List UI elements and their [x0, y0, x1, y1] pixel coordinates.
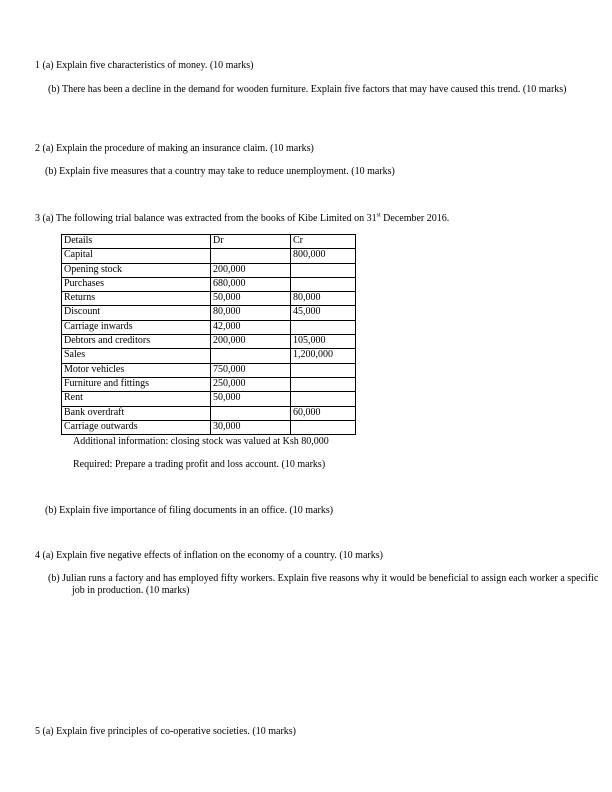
cell-cr: 60,000: [291, 406, 356, 420]
column-header-cr: Cr: [291, 235, 356, 249]
question-2b: (b) Explain five measures that a country may take to reduce unemployment. (10 marks): [45, 166, 395, 177]
question-4b: (b) Julian runs a factory and has employed fifty workers. Explain five reasons why it would be beneficial to assign each worker a specific job in production. (10 marks): [48, 573, 599, 596]
cell-dr: 30,000: [211, 420, 291, 434]
cell-details: Bank overdraft: [62, 406, 211, 420]
cell-dr: 750,000: [211, 363, 291, 377]
cell-details: Rent: [62, 392, 211, 406]
required-instruction: Required: Prepare a trading profit and loss account. (10 marks): [73, 459, 326, 470]
cell-cr: [291, 420, 356, 434]
question-3a: 3 (a) The following trial balance was extracted from the books of Kibe Limited on 31st December 2016.: [35, 212, 450, 224]
table-row: [62, 420, 356, 434]
table-row: [62, 349, 356, 363]
trial-balance-table: [61, 234, 356, 435]
table-row: [62, 335, 356, 349]
cell-dr: [211, 406, 291, 420]
cell-details: Capital: [62, 249, 211, 263]
cell-cr: 105,000: [291, 335, 356, 349]
cell-cr: 45,000: [291, 306, 356, 320]
table-row: [62, 406, 356, 420]
cell-cr: [291, 263, 356, 277]
table-row: [62, 249, 356, 263]
table-row: [62, 292, 356, 306]
cell-details: Opening stock: [62, 263, 211, 277]
cell-cr: [291, 377, 356, 391]
table-row: [62, 306, 356, 320]
question-2a: 2 (a) Explain the procedure of making an insurance claim. (10 marks): [35, 143, 314, 154]
cell-dr: 250,000: [211, 377, 291, 391]
question-4a: 4 (a) Explain five negative effects of inflation on the economy of a country. (10 marks): [35, 550, 383, 561]
cell-dr: [211, 349, 291, 363]
table-row: [62, 277, 356, 291]
table-row: [62, 320, 356, 334]
cell-details: Discount: [62, 306, 211, 320]
table-header-row: [62, 235, 356, 249]
table-row: [62, 377, 356, 391]
cell-cr: [291, 392, 356, 406]
cell-cr: 80,000: [291, 292, 356, 306]
cell-cr: [291, 277, 356, 291]
cell-details: Debtors and creditors: [62, 335, 211, 349]
cell-details: Carriage outwards: [62, 420, 211, 434]
cell-details: Carriage inwards: [62, 320, 211, 334]
cell-dr: 680,000: [211, 277, 291, 291]
cell-dr: 200,000: [211, 335, 291, 349]
table-row: [62, 363, 356, 377]
cell-details: Motor vehicles: [62, 363, 211, 377]
column-header-dr: Dr: [211, 235, 291, 249]
table-row: [62, 263, 356, 277]
cell-dr: 80,000: [211, 306, 291, 320]
additional-information: Additional information: closing stock was valued at Ksh 80,000: [73, 436, 329, 447]
cell-details: Furniture and fittings: [62, 377, 211, 391]
cell-dr: 200,000: [211, 263, 291, 277]
question-1b: (b) There has been a decline in the demand for wooden furniture. Explain five factors that may have caused this trend. (10 marks): [48, 84, 567, 95]
question-5a: 5 (a) Explain five principles of co-operative societies. (10 marks): [35, 726, 297, 737]
cell-details: Returns: [62, 292, 211, 306]
cell-cr: 800,000: [291, 249, 356, 263]
cell-dr: 42,000: [211, 320, 291, 334]
question-1a: 1 (a) Explain five characteristics of money. (10 marks): [35, 60, 254, 71]
table-row: [62, 392, 356, 406]
cell-cr: [291, 363, 356, 377]
cell-cr: 1,200,000: [291, 349, 356, 363]
cell-details: Purchases: [62, 277, 211, 291]
cell-cr: [291, 320, 356, 334]
column-header-details: Details: [62, 235, 211, 249]
cell-dr: [211, 249, 291, 263]
question-3b: (b) Explain five importance of filing documents in an office. (10 marks): [45, 505, 334, 516]
cell-dr: 50,000: [211, 292, 291, 306]
cell-details: Sales: [62, 349, 211, 363]
cell-dr: 50,000: [211, 392, 291, 406]
